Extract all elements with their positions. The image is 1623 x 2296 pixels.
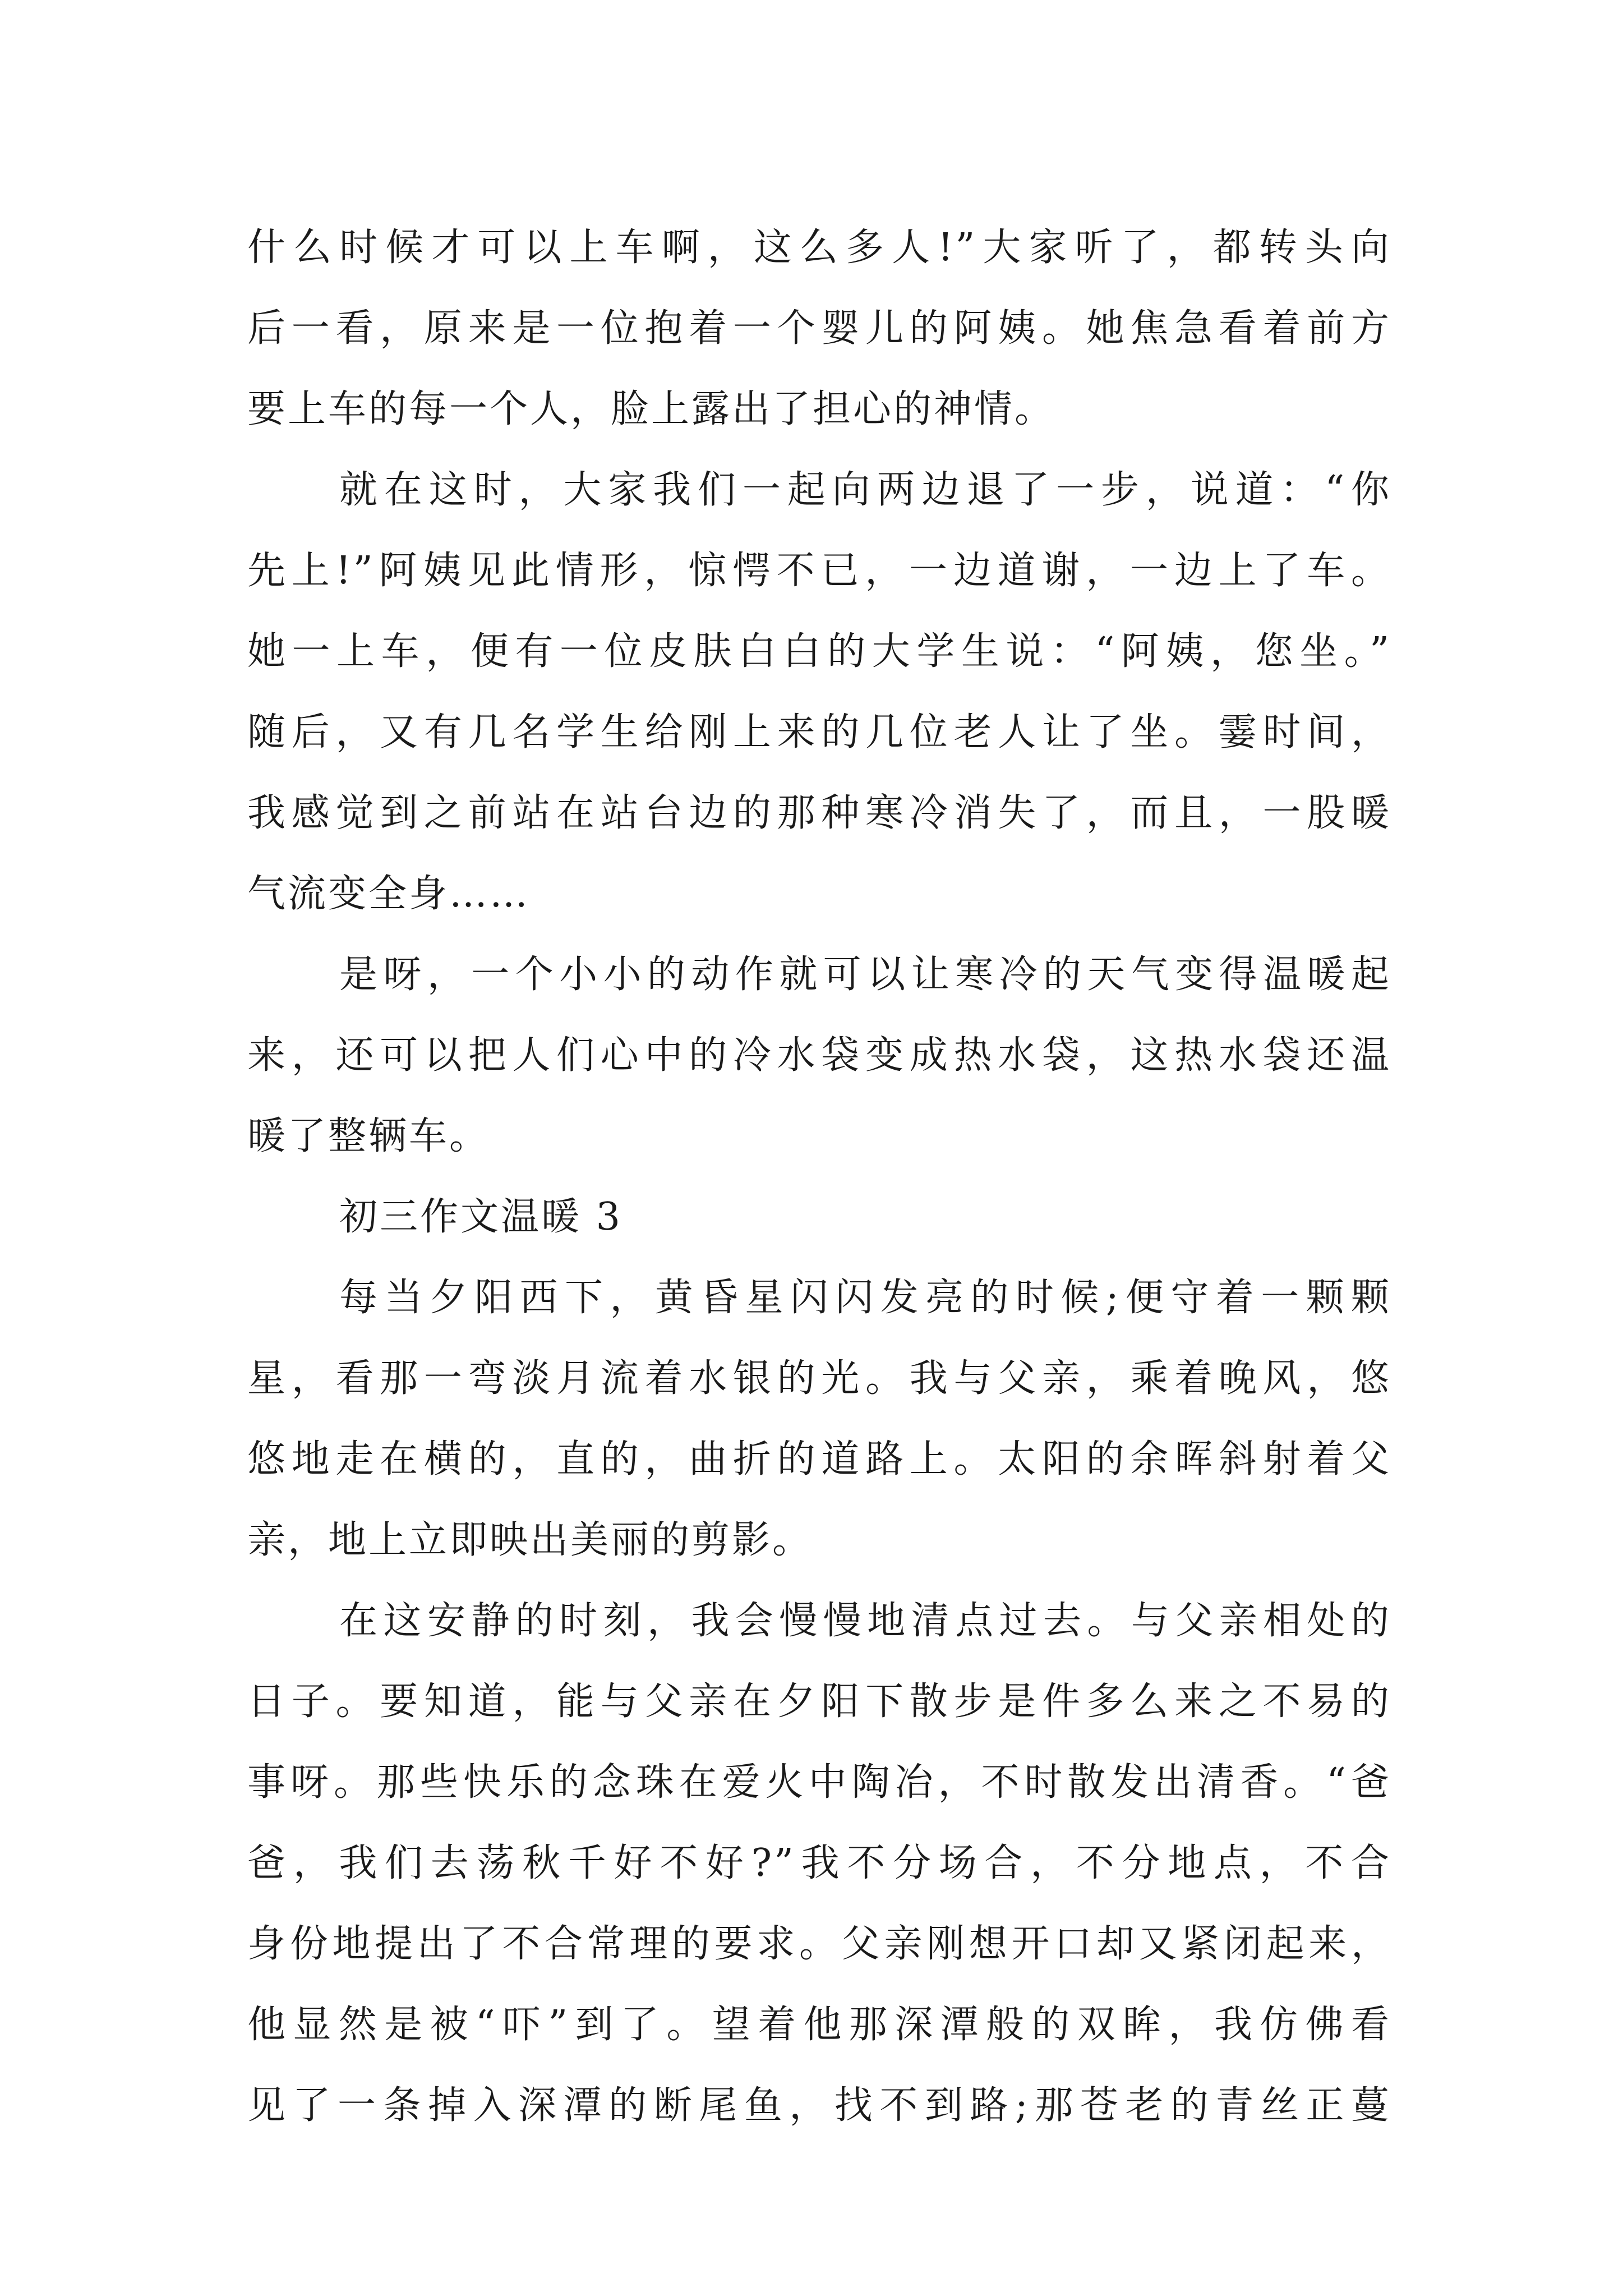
paragraph-1 — [247, 208, 1391, 450]
text-line: 后一看，原来是一位抱着一个婴儿的阿姨。她焦急看着前方 — [247, 306, 1391, 351]
heading-text: 初三作文温暖 3 — [339, 1195, 623, 1239]
text-line: 要上车的每一个人，脸上露出了担心的神情。 — [247, 387, 1055, 431]
text-line: 先上!”阿姨见此情形，惊愕不已，一边道谢，一边上了车。 — [247, 549, 1391, 593]
paragraph-5 — [247, 1581, 1391, 2146]
text-line: 每当夕阳西下，黄昏星闪闪发亮的时候;便守着一颗颗 — [339, 1276, 1391, 1320]
text-line: 爸，我们去荡秋千好不好?”我不分场合，不分地点，不合 — [247, 1841, 1391, 1885]
text-line: 悠地走在横的，直的，曲折的道路上。太阳的余晖斜射着父 — [247, 1437, 1391, 1481]
text-line: 亲，地上立即映出美丽的剪影。 — [247, 1518, 813, 1562]
text-line: 在这安静的时刻，我会慢慢地清点过去。与父亲相处的 — [339, 1599, 1391, 1643]
text-line: 我感觉到之前站在站台边的那种寒冷消失了，而且，一股暖 — [247, 791, 1391, 835]
paragraph-4 — [247, 1258, 1391, 1581]
paragraph-2 — [247, 450, 1391, 935]
text-line: 暖了整辆车。 — [247, 1114, 490, 1158]
paragraph-3 — [247, 935, 1391, 1177]
text-line: 来，还可以把人们心中的冷水袋变成热水袋，这热水袋还温 — [247, 1033, 1391, 1078]
document-body — [247, 208, 1391, 2146]
text-line: 见了一条掉入深潭的断尾鱼，找不到路;那苍老的青丝正蔓 — [247, 2083, 1391, 2128]
text-line: 随后，又有几名学生给刚上来的几位老人让了坐。霎时间， — [247, 710, 1391, 754]
text-line: 星，看那一弯淡月流着水银的光。我与父亲，乘着晚风，悠 — [247, 1356, 1391, 1401]
text-line: 他显然是被“吓”到了。望着他那深潭般的双眸，我仿佛看 — [247, 2003, 1391, 2047]
text-line: 气流变全身…… — [247, 872, 531, 916]
text-line: 日子。要知道，能与父亲在夕阳下散步是件多么来之不易的 — [247, 1680, 1391, 1724]
text-line: 她一上车，便有一位皮肤白白的大学生说：“阿姨，您坐。” — [247, 629, 1391, 674]
text-line: 事呀。那些快乐的念珠在爱火中陶冶，不时散发出清香。“爸 — [247, 1760, 1391, 1805]
text-line: 什么时候才可以上车啊，这么多人!”大家听了，都转头向 — [247, 226, 1391, 270]
text-line: 是呀，一个小小的动作就可以让寒冷的天气变得温暖起 — [339, 953, 1391, 997]
text-line: 身份地提出了不合常理的要求。父亲刚想开口却又紧闭起来， — [247, 1922, 1391, 1966]
section-heading — [247, 1177, 1391, 1258]
text-line: 就在这时，大家我们一起向两边退了一步，说道：“你 — [339, 468, 1391, 512]
